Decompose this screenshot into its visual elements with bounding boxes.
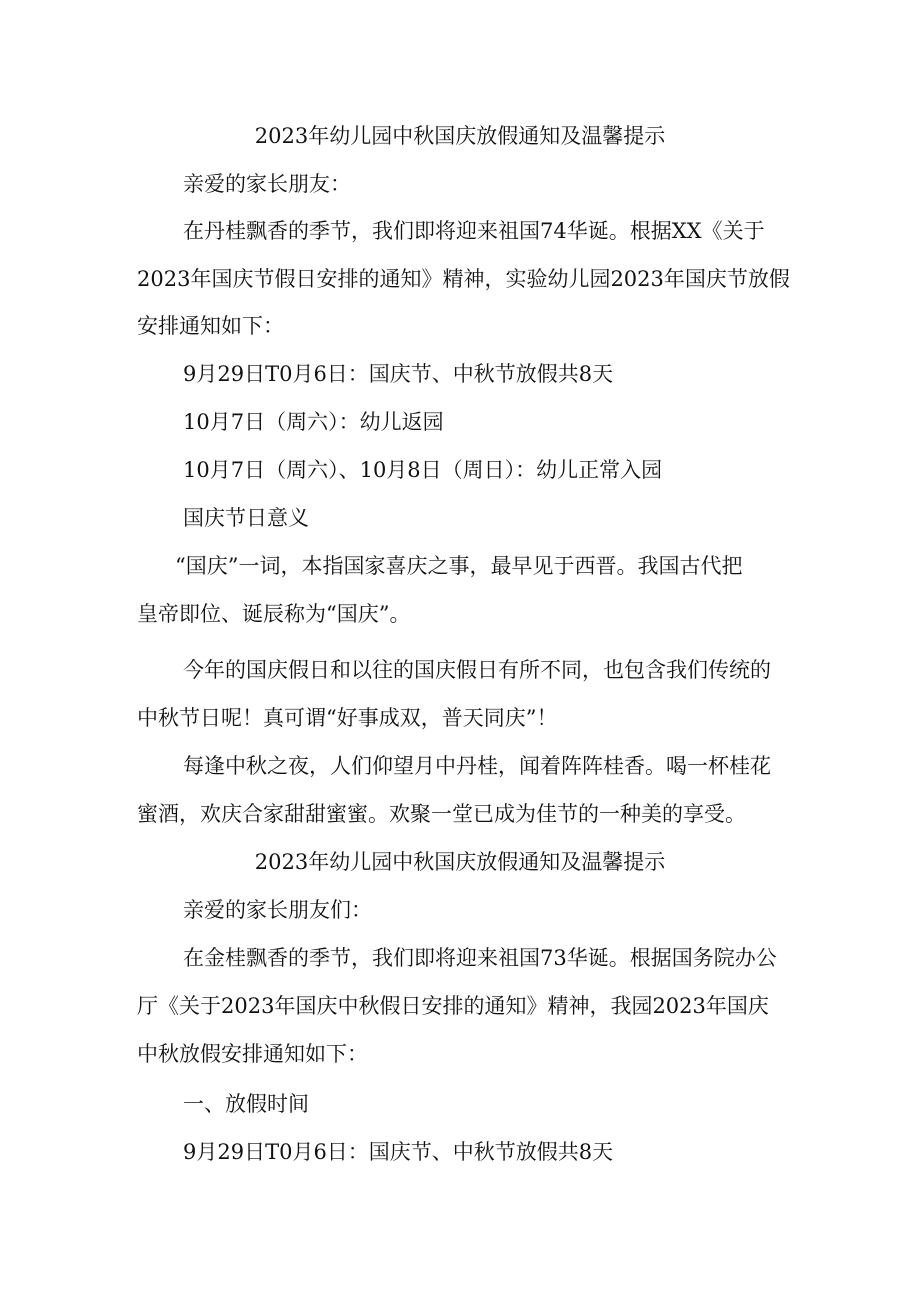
paragraph-line: 厅《关于2023年国庆中秋假日安排的通知》精神，我园2023年国庆 bbox=[137, 994, 769, 1018]
schedule-line: 10月7日（周六）、10月8日（周日）：幼儿正常入园 bbox=[183, 458, 663, 482]
paragraph-line: 在丹桂飘香的季节，我们即将迎来祖国74华诞。根据XX《关于 bbox=[183, 219, 765, 243]
paragraph-line: 中秋放假安排通知如下： bbox=[137, 1042, 368, 1066]
section-heading: 国庆节日意义 bbox=[183, 506, 309, 530]
schedule-line: 9月29日T0月6日：国庆节、中秋节放假共8天 bbox=[183, 362, 614, 386]
paragraph-line: 安排通知如下： bbox=[137, 314, 284, 338]
paragraph-line: 蜜酒，欢庆合家甜甜蜜蜜。欢聚一堂已成为佳节的一种美的享受。 bbox=[137, 802, 746, 826]
greeting: 亲爱的家长朋友们： bbox=[183, 898, 372, 922]
paragraph-line: “国庆”一词，本指国家喜庆之事，最早见于西晋。我国古代把 bbox=[175, 554, 743, 578]
section-heading: 一、放假时间 bbox=[183, 1092, 309, 1116]
paragraph-line: 皇帝即位、诞辰称为“国庆”。 bbox=[137, 602, 411, 626]
paragraph-line: 每逢中秋之夜，人们仰望月中丹桂，闻着阵阵桂香。喝一杯桂花 bbox=[183, 754, 771, 778]
schedule-line: 9月29日T0月6日：国庆节、中秋节放假共8天 bbox=[183, 1140, 614, 1164]
document-title: 2023年幼儿园中秋国庆放假通知及温馨提示 bbox=[254, 850, 666, 874]
document-title: 2023年幼儿园中秋国庆放假通知及温馨提示 bbox=[254, 124, 666, 148]
schedule-line: 10月7日（周六）：幼儿返园 bbox=[183, 410, 444, 434]
paragraph-line: 中秋节日呢！真可谓“好事成双，普天同庆”！ bbox=[137, 706, 558, 730]
paragraph-line: 今年的国庆假日和以往的国庆假日有所不同，也包含我们传统的 bbox=[183, 658, 771, 682]
paragraph-line: 2023年国庆节假日安排的通知》精神，实验幼儿园2023年国庆节放假 bbox=[137, 267, 790, 291]
paragraph-line: 在金桂飘香的季节，我们即将迎来祖国73华诞。根据国务院办公 bbox=[183, 946, 777, 970]
greeting: 亲爱的家长朋友： bbox=[183, 172, 351, 196]
